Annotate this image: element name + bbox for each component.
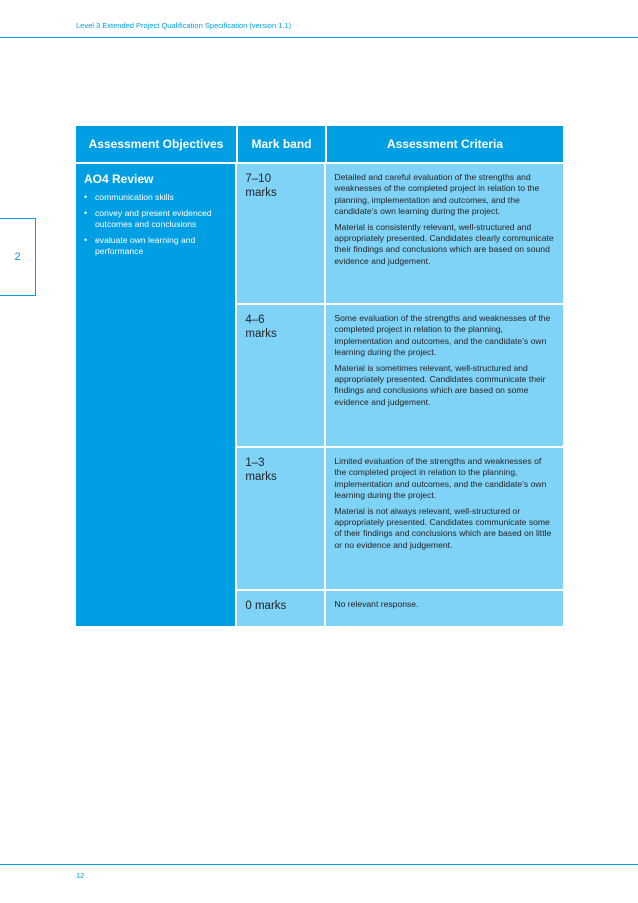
- mark-band-cell: [237, 305, 324, 446]
- objective-bullet-list: [84, 192, 227, 258]
- criteria-paragraph: Detailed and careful evaluation of the strengths and weaknesses of the completed project in relation to the planning, implementation and outcomes, and the candidate’s own learning during the project.: [334, 172, 540, 217]
- mark-band-range: 7–10: [245, 173, 271, 185]
- objective-title: AO4 Review: [84, 172, 154, 186]
- criteria-paragraph: Material is not always relevant, well-structured or appropriately presented. Candidates communicate some of their findings and conclusions which are based on little or no evidence and judgement.: [334, 505, 552, 550]
- mark-band-cell: [237, 448, 324, 589]
- column-header-objectives: Assessment Objectives: [88, 137, 224, 151]
- criteria-paragraph: No relevant response.: [334, 599, 419, 609]
- table-header-row: [76, 126, 563, 162]
- section-tab-label: 2: [14, 251, 21, 263]
- mark-bands: [235, 164, 563, 626]
- header-rule: [0, 37, 638, 38]
- criteria-cell: [324, 448, 562, 589]
- band-row-7-10: [237, 164, 563, 305]
- column-header-mark-band: Mark band: [236, 126, 325, 162]
- page-number: 12: [76, 871, 85, 880]
- criteria-cell: [324, 164, 562, 303]
- criteria-paragraph: Material is consistently relevant, well-structured and appropriately presented. Candidates clearly communicate their findings and conclusions which are based on sound evidence and judgement.: [334, 221, 554, 266]
- mark-band-range: 0 marks: [245, 600, 287, 612]
- objective-bullet: • communication skills: [84, 192, 227, 204]
- mark-band-range: 4–6: [245, 314, 265, 326]
- column-header-criteria: Assessment Criteria: [325, 126, 563, 162]
- table-body: [76, 162, 563, 626]
- mark-band-cell: [237, 164, 324, 303]
- criteria-paragraph: Material is sometimes relevant, well-structured and appropriately presented. Candidates communicate their findings and conclusions which are based on some evidence and judgement.: [334, 362, 546, 407]
- criteria-cell: [324, 591, 562, 626]
- mark-band-range: 1–3: [245, 457, 265, 469]
- mark-band-unit: marks: [245, 187, 277, 199]
- mark-band-unit: marks: [245, 328, 277, 340]
- criteria-paragraph: Limited evaluation of the strengths and weaknesses of the completed project in relation to the planning, implementation and outcomes, and the candidate’s own learning during the project.: [334, 456, 547, 501]
- footer-rule: [0, 864, 638, 865]
- objective-cell: [76, 164, 235, 626]
- criteria-cell: [324, 305, 562, 446]
- assessment-table: [76, 126, 563, 626]
- mark-band-cell: [237, 591, 324, 626]
- band-row-4-6: [237, 305, 563, 448]
- criteria-paragraph: Some evaluation of the strengths and weaknesses of the completed project in relation to the planning, implementation and outcomes, and the candidate’s own learning during the project.: [334, 313, 551, 358]
- section-tab: [0, 218, 36, 296]
- objective-bullet: • convey and present evidenced outcomes and conclusions: [84, 208, 227, 231]
- running-header: Level 3 Extended Project Qualification Specification (version 1.1): [76, 21, 292, 30]
- band-row-0: [237, 591, 563, 626]
- band-row-1-3: [237, 448, 563, 591]
- mark-band-unit: marks: [245, 471, 277, 483]
- objective-bullet: • evaluate own learning and performance: [84, 235, 227, 258]
